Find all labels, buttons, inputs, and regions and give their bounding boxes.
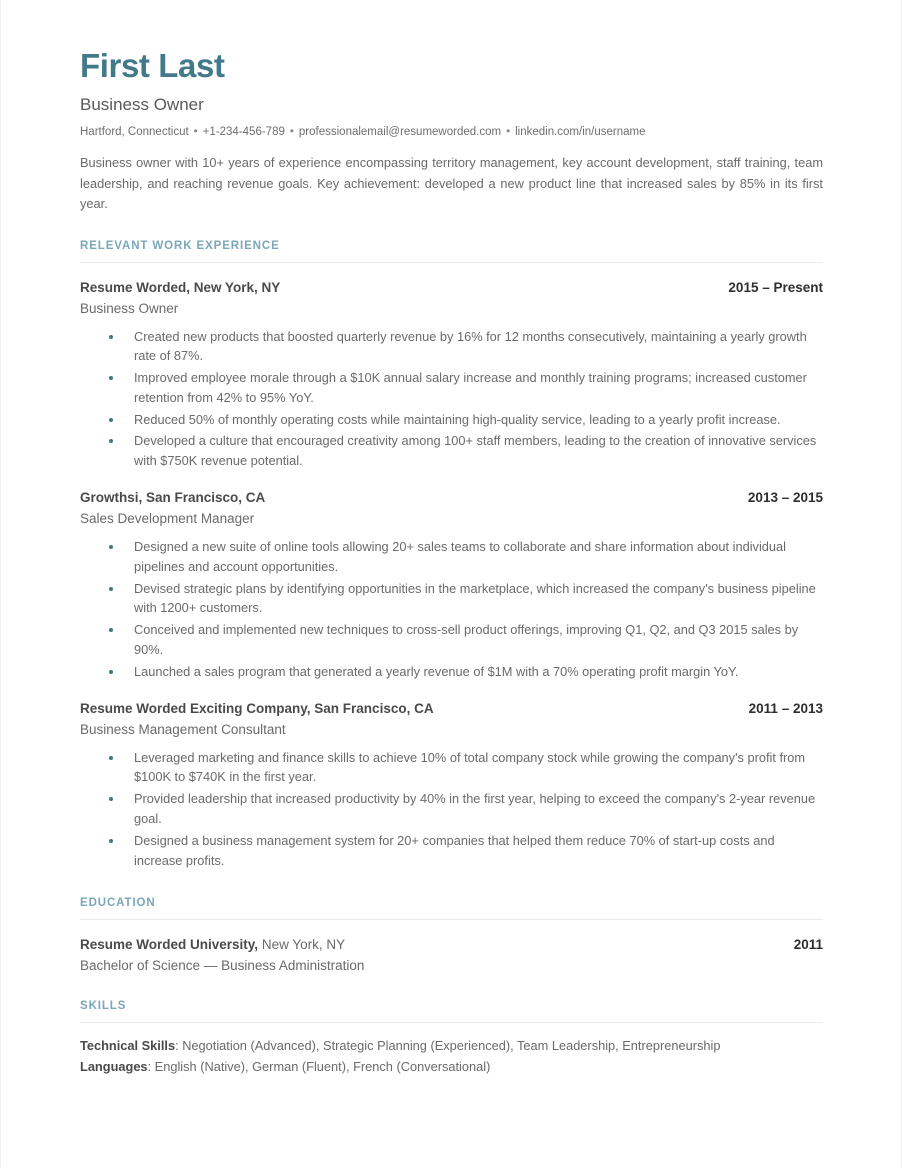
bullet-dot-icon [109,418,113,422]
section-title-skills: SKILLS [80,1000,127,1013]
experience-entry [80,473,823,682]
experience-role: Business Management Consultant [80,721,286,737]
experience-role: Sales Development Manager [80,511,255,527]
contact-email[interactable]: professionalemail@resumeworded.com [298,126,502,138]
section-education [80,872,823,975]
resume-header [80,0,823,215]
bullet-item [80,620,823,660]
experience-date: 2015 – Present [728,279,823,295]
experience-bullets [80,318,823,472]
experience-organization: Growthsi, San Francisco, CA [80,490,266,506]
candidate-name: First Last [80,47,225,84]
bullet-dot-icon [109,756,113,760]
bullet-text: Improved employee morale through a $10K annual salary increase and monthly training programs; increased customer retention from 42% to 95% YoY. [134,370,807,405]
bullet-text: Provided leadership that increased productivity by 40% in the first year, helping to exceed the company's 2-year revenue goal. [134,791,816,827]
professional-summary: Business owner with 10+ years of experience encompassing territory management, key account development, staff training, team leadership, and reaching revenue goals. Key achievement: developed a new product line that increased sales by 85% in its first year. [80,155,823,211]
bullet-item [80,662,823,682]
contact-location: Hartford, Connecticut [80,126,189,138]
bullet-item [80,748,823,788]
section-title-experience: RELEVANT WORK EXPERIENCE [80,239,280,252]
bullet-dot-icon [109,839,113,843]
skills-body [80,1023,823,1077]
bullet-text: Devised strategic plans by identifying opportunities in the marketplace, which increased the company's business pipeline with 1200+ customers. [134,580,816,616]
skill-value: : English (Native), German (Fluent), French (Conversational) [147,1058,491,1074]
experience-organization: Resume Worded, New York, NY [80,279,281,295]
bullet-text: Reduced 50% of monthly operating costs while maintaining high-quality service, leading to a yearly profit increase. [134,411,781,427]
experience-entry-header [80,699,823,718]
experience-date: 2011 – 2013 [748,700,823,716]
bullet-text: Created new products that boosted quarterly revenue by 16% for 12 months consecutively, maintaining a yearly growth rate of 87%. [134,328,807,364]
contact-linkedin[interactable]: linkedin.com/in/username [515,126,646,138]
bullet-item [80,368,823,408]
experience-entry-header [80,278,823,297]
bullet-text: Developed a culture that encouraged creativity among 100+ staff members, leading to the creation of innovative services with $750K revenue potential. [134,433,817,469]
skill-value: : Negotiation (Advanced), Strategic Planning (Experienced), Team Leadership, Entrepreneurship [175,1038,721,1054]
bullet-dot-icon [109,335,113,339]
education-location: New York, NY [261,937,346,953]
bullet-dot-icon [109,587,113,591]
section-title-education: EDUCATION [80,897,156,910]
contact-line [80,116,823,140]
education-entry-header [80,935,823,954]
contact-phone: +1-234-456-789 [202,126,285,138]
education-date: 2011 [793,937,823,953]
experience-entry-header [80,488,823,507]
bullet-item [80,327,823,367]
bullet-item [80,579,823,619]
skill-label: Languages [80,1058,148,1074]
bullet-dot-icon [109,439,113,443]
bullet-dot-icon [109,376,113,380]
contact-separator-icon: • [289,126,294,138]
education-institution-name: Resume Worded University, [80,937,259,953]
experience-bullets [80,739,823,871]
skill-line [80,1036,823,1057]
experience-bullets [80,528,823,682]
bullet-dot-icon [109,628,113,632]
education-degree: Bachelor of Science — Business Administration [80,958,365,974]
bullet-item [80,410,823,430]
contact-separator-icon: • [193,126,198,138]
section-skills [80,975,823,1077]
experience-organization: Resume Worded Exciting Company, San Francisco, CA [80,700,434,716]
experience-entry [80,684,823,871]
section-experience [80,215,823,871]
experience-entry [80,263,823,472]
education-entry [80,920,823,975]
bullet-item [80,789,823,829]
education-institution [80,935,345,954]
experience-date: 2013 – 2015 [747,490,823,506]
bullet-item [80,431,823,471]
bullet-item [80,831,823,871]
bullet-text: Conceived and implemented new techniques to cross-sell product offerings, improving Q1, Q2, and Q3 2015 sales by 90%. [134,622,799,658]
bullet-text: Designed a business management system for 20+ companies that helped them reduce 70% of start-up costs and increase profits. [134,832,775,868]
bullet-item [80,537,823,577]
skill-line [80,1057,823,1078]
bullet-dot-icon [109,797,113,801]
bullet-text: Designed a new suite of online tools allowing 20+ sales teams to collaborate and share information about individual pipelines and account opportunities. [134,539,786,574]
contact-separator-icon: • [506,126,511,138]
bullet-text: Launched a sales program that generated a yearly revenue of $1M with a 70% operating profit margin YoY. [134,663,739,679]
bullet-dot-icon [109,670,113,674]
experience-role: Business Owner [80,300,179,316]
resume-content [80,0,823,1077]
candidate-headline: Business Owner [80,95,204,114]
skill-label: Technical Skills [80,1038,176,1054]
bullet-dot-icon [109,545,113,549]
bullet-text: Leveraged marketing and finance skills to achieve 10% of total company stock while growing the company's profit from $100K to $740K in the first year. [134,749,806,785]
